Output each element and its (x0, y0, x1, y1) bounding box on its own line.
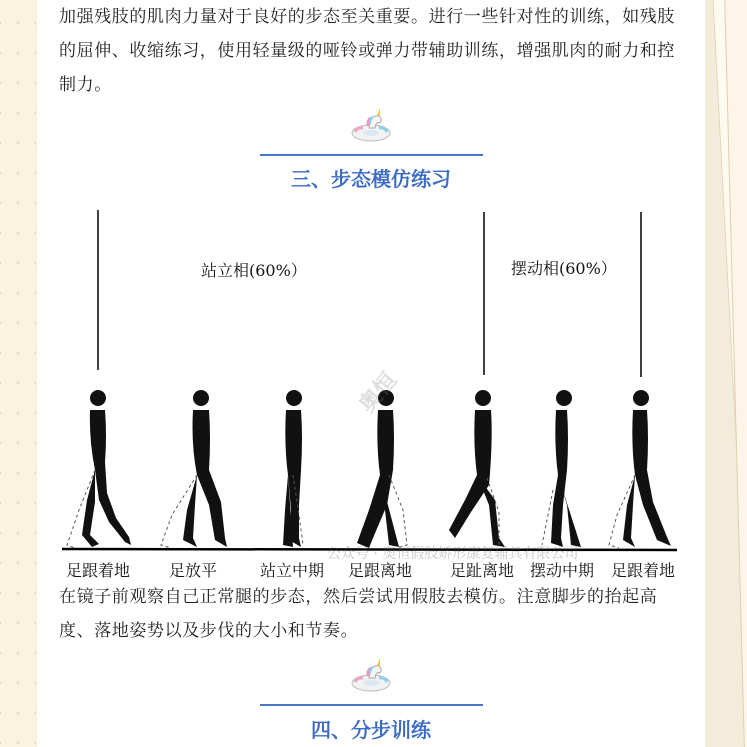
walking-figure-3 (283, 390, 302, 547)
gait-label-heel-strike: 足跟着地 (66, 561, 131, 580)
paragraph-mirror-practice: 在镜子前观察自己正常腿的步态，然后尝试用假肢去模仿。注意脚步的抬起高度、落地姿势以及步伐的大小和节奏。 (59, 587, 658, 641)
phase-label-swing: 摆动相(60%） (511, 259, 617, 278)
article-content (37, 0, 705, 747)
walking-figure-7 (623, 390, 671, 547)
walking-figure-1 (82, 390, 131, 547)
background-page (724, 0, 747, 747)
right-stacked-pages (706, 0, 747, 747)
section-rule (260, 704, 483, 706)
section-title-gait-imitation: 三、步态模仿练习 (291, 167, 451, 191)
unicorn-float-icon (349, 106, 393, 144)
walking-figure-5 (449, 390, 505, 547)
watermark-diagonal: 奥恒 (354, 367, 403, 418)
walking-figure-6 (551, 390, 581, 547)
gait-label-heel-strike-2: 足跟着地 (611, 561, 676, 580)
unicorn-float-icon (349, 656, 393, 694)
gait-label-midstance: 站立中期 (260, 561, 325, 580)
watermark-strip: 公众号 · 奥恒假肢矫形康复辅具有限公司 (327, 546, 579, 562)
gait-label-midswing: 摆动中期 (530, 561, 595, 580)
gait-cycle-diagram (37, 200, 705, 590)
section-rule (260, 154, 483, 156)
walking-figure-2 (183, 390, 227, 547)
paragraph-muscle-training: 加强残肢的肌肉力量对于良好的步态至关重要。进行一些针对性的训练，如残肢的屈伸、收缩练习，使用轻量级的哑铃或弹力带辅助训练，增强肌肉的耐力和控制力。 (59, 7, 675, 95)
left-decor-border (0, 0, 36, 747)
gait-label-foot-flat: 足放平 (169, 561, 218, 580)
section-title-step-training: 四、分步训练 (311, 718, 431, 742)
gait-label-toe-off: 足趾离地 (450, 561, 515, 580)
phase-label-stance: 站立相(60%） (201, 261, 307, 280)
gait-label-heel-off: 足跟离地 (348, 561, 413, 580)
